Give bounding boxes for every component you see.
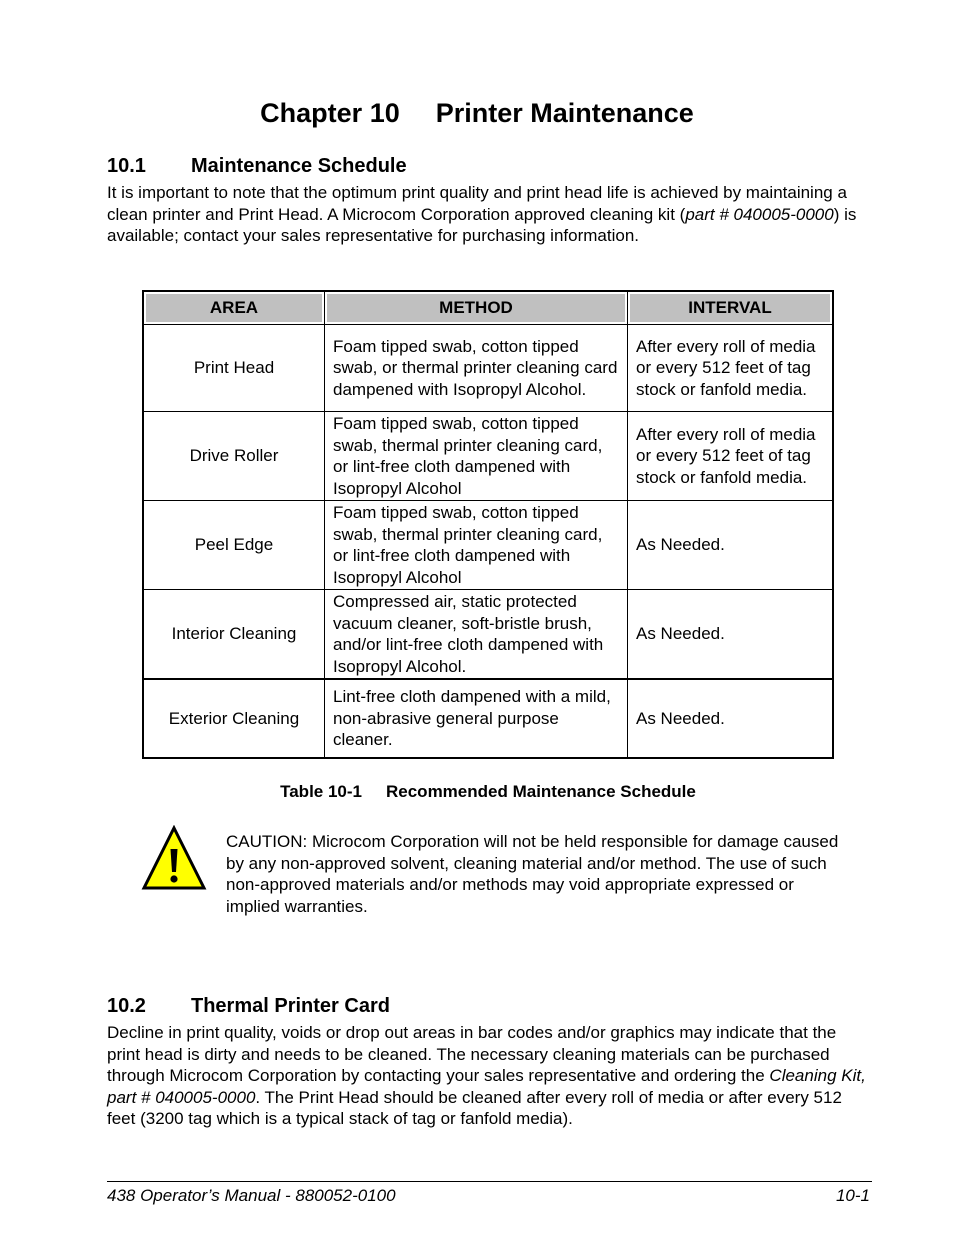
- section-heading-10-2: [107, 993, 390, 1019]
- cell-interval: As Needed.: [628, 590, 834, 680]
- caution-text: CAUTION: Microcom Corporation will not be held responsible for damage caused by any non-approved solvent, cleaning material and/or method. The use of such non-approved materials and/or methods may void appropriate expressed or implied warranties.: [226, 832, 839, 916]
- section-1-paragraph: [107, 182, 872, 247]
- cell-interval: As Needed.: [628, 501, 834, 590]
- cell-method: Foam tipped swab, cotton tipped swab, thermal printer cleaning card, or lint-free cloth dampened with Isopropyl Alcohol: [325, 412, 628, 501]
- footer-manual-title: 438 Operator’s Manual - 880052-0100: [107, 1186, 396, 1205]
- table-row: [143, 501, 833, 590]
- table-row: [143, 679, 833, 758]
- section-title: Maintenance Schedule: [191, 155, 407, 177]
- table-row: [143, 325, 833, 412]
- chapter-name: Printer Maintenance: [435, 98, 694, 128]
- cleaning-kit-reference: Cleaning Kit, part # 040005-0000: [107, 1066, 866, 1107]
- table-header-row: [143, 291, 833, 325]
- caption-title: Recommended Maintenance Schedule: [386, 782, 696, 801]
- table-caption: [0, 781, 954, 803]
- cell-method: Lint-free cloth dampened with a mild, non-abrasive general purpose cleaner.: [325, 679, 628, 758]
- section-number: 10.2: [107, 995, 146, 1017]
- maintenance-schedule-table: [142, 290, 834, 759]
- cell-area: Drive Roller: [143, 412, 325, 501]
- chapter-title: [0, 93, 954, 133]
- cell-area: Print Head: [143, 325, 325, 412]
- cell-method: Compressed air, static protected vacuum cleaner, soft-bristle brush, and/or lint-free cloth dampened with Isopropyl Alcohol.: [325, 590, 628, 680]
- part-number: part # 040005-0000: [685, 204, 834, 224]
- header-method: METHOD: [325, 291, 628, 325]
- caption-number: Table 10-1: [280, 782, 362, 801]
- cell-area: Interior Cleaning: [143, 590, 325, 680]
- footer-divider: [107, 1181, 872, 1182]
- header-area: AREA: [143, 291, 325, 325]
- section-number: 10.1: [107, 155, 146, 177]
- paragraph-text: Decline in print quality, voids or drop out areas in bar codes and/or graphics may indicate that the print head is dirty and needs to be cleaned. The necessary cleaning materials can be purchased through Microcom Corporation by contacting your sales representative and ordering the: [107, 1023, 837, 1085]
- cell-interval: After every roll of media or every 512 feet of tag stock or fanfold media.: [628, 412, 834, 501]
- cell-area: Peel Edge: [143, 501, 325, 590]
- paragraph-text: ) is available; contact your sales representative for purchasing information.: [107, 204, 857, 245]
- cell-area: Exterior Cleaning: [143, 679, 325, 758]
- paragraph-text: . The Print Head should be cleaned after every roll of media or after every 512 feet (3200 tag which is a typical stack of tag or fanfold media).: [107, 1087, 842, 1128]
- chapter-number: Chapter 10: [260, 98, 400, 128]
- cell-method: Foam tipped swab, cotton tipped swab, or thermal printer cleaning card dampened with Isopropyl Alcohol.: [325, 325, 628, 412]
- table-row: [143, 590, 833, 680]
- section-2-paragraph: [107, 1022, 872, 1130]
- cell-interval: As Needed.: [628, 679, 834, 758]
- paragraph-text: It is important to note that the optimum print quality and print head life is achieved by maintaining a clean printer and Print Head. A Microcom Corporation approved cleaning kit (: [107, 183, 847, 224]
- footer-page-number: 10-1: [835, 1186, 870, 1205]
- warning-triangle-icon: [141, 825, 207, 891]
- cell-interval: After every roll of media or every 512 feet of tag stock or fanfold media.: [628, 325, 834, 412]
- section-heading-10-1: [107, 153, 407, 179]
- cell-method: Foam tipped swab, cotton tipped swab, thermal printer cleaning card, or lint-free cloth dampened with Isopropyl Alcohol: [325, 501, 628, 590]
- table-row: [143, 412, 833, 501]
- header-interval: INTERVAL: [628, 291, 834, 325]
- section-title: Thermal Printer Card: [191, 995, 390, 1017]
